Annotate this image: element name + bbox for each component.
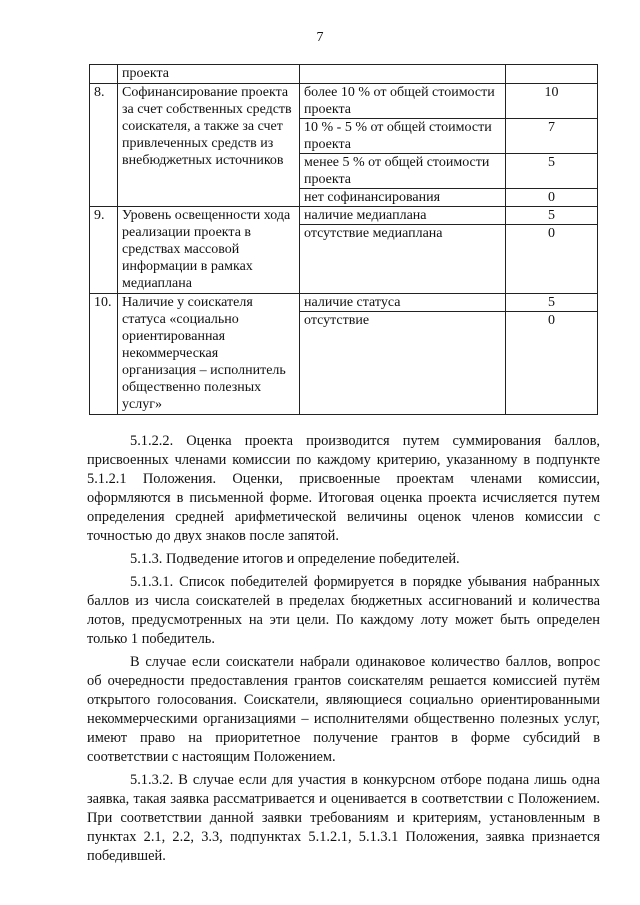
score-cell: 0 <box>506 312 598 415</box>
row-number: 10. <box>90 294 118 415</box>
criterion-cell: Софинансирование проекта за счет собственных средств соискателя, а также за счет привлеченных средств из внебюджетных источников <box>118 84 300 207</box>
table-row <box>90 84 598 119</box>
score-cell: 0 <box>506 189 598 207</box>
option-cell: менее 5 % от общей стоимости проекта <box>300 154 506 189</box>
score-cell: 5 <box>506 154 598 189</box>
score-cell: 10 <box>506 84 598 119</box>
table-row <box>90 207 598 225</box>
row-number: 9. <box>90 207 118 294</box>
criterion-cell: Наличие у соискателя статуса «социально ориентированная некоммерческая организация – исполнитель общественно полезных услуг» <box>118 294 300 415</box>
row-number <box>90 65 118 84</box>
option-cell <box>300 65 506 84</box>
score-cell: 5 <box>506 207 598 225</box>
paragraph-5-1-3: 5.1.3. Подведение итогов и определение победителей. <box>130 551 460 567</box>
option-cell: отсутствие <box>300 312 506 415</box>
score-cell: 5 <box>506 294 598 312</box>
paragraph-5-1-3-1: 5.1.3.1. Список победителей формируется в порядке убывания набранных баллов из числа соискателей в пределах бюджетных ассигнований и количества лотов, предусмотренных на эти цели. По каждому лоту может быть определен только 1 победитель. <box>87 574 600 647</box>
body-text <box>87 432 600 866</box>
score-cell <box>506 65 598 84</box>
option-cell: наличие статуса <box>300 294 506 312</box>
criterion-cell: Уровень освещенности хода реализации проекта в средствах массовой информации в рамках медиаплана <box>118 207 300 294</box>
paragraph-5-1-3-2: 5.1.3.2. В случае если для участия в конкурсном отборе подана лишь одна заявка, такая заявка рассматривается и оценивается в соответствии с Положением. При соответствии данной заявки требованиям и критериям, установленным в пунктах 2.1, 2.2, 3.3, подпунктах 5.1.2.1, 5.1.3.1 Положения, заявка признается победившей. <box>87 772 600 864</box>
table-row <box>90 65 598 84</box>
option-cell: 10 % - 5 % от общей стоимости проекта <box>300 119 506 154</box>
option-cell: более 10 % от общей стоимости проекта <box>300 84 506 119</box>
table-row <box>90 294 598 312</box>
option-cell: нет софинансирования <box>300 189 506 207</box>
paragraph-equal-scores: В случае если соискатели набрали одинаковое количество баллов, вопрос об очередности предоставления грантов соискателям решается комиссией путём открытого голосования. Соискатели, являющиеся социально ориентированными некоммерческими организациями – исполнителями общественно полезных услуг, имеют право на приоритетное получение грантов в форме субсидий в соответствии с настоящим Положением. <box>87 654 600 765</box>
criterion-cell: проекта <box>118 65 300 84</box>
paragraph-5-1-2-2: 5.1.2.2. Оценка проекта производится путем суммирования баллов, присвоенных членами комиссии по каждому критерию, указанному в подпункте 5.1.2.1 Положения. Оценки, присвоенные проектам членами комиссии, оформляются в письменной форме. Итоговая оценка проекта исчисляется путем определения средней арифметической величины оценок членов комиссии с точностью до двух знаков после запятой. <box>87 433 600 544</box>
row-number: 8. <box>90 84 118 207</box>
score-cell: 0 <box>506 225 598 294</box>
option-cell: наличие медиаплана <box>300 207 506 225</box>
page-number: 7 <box>316 30 324 45</box>
option-cell: отсутствие медиаплана <box>300 225 506 294</box>
criteria-table <box>89 64 598 415</box>
score-cell: 7 <box>506 119 598 154</box>
